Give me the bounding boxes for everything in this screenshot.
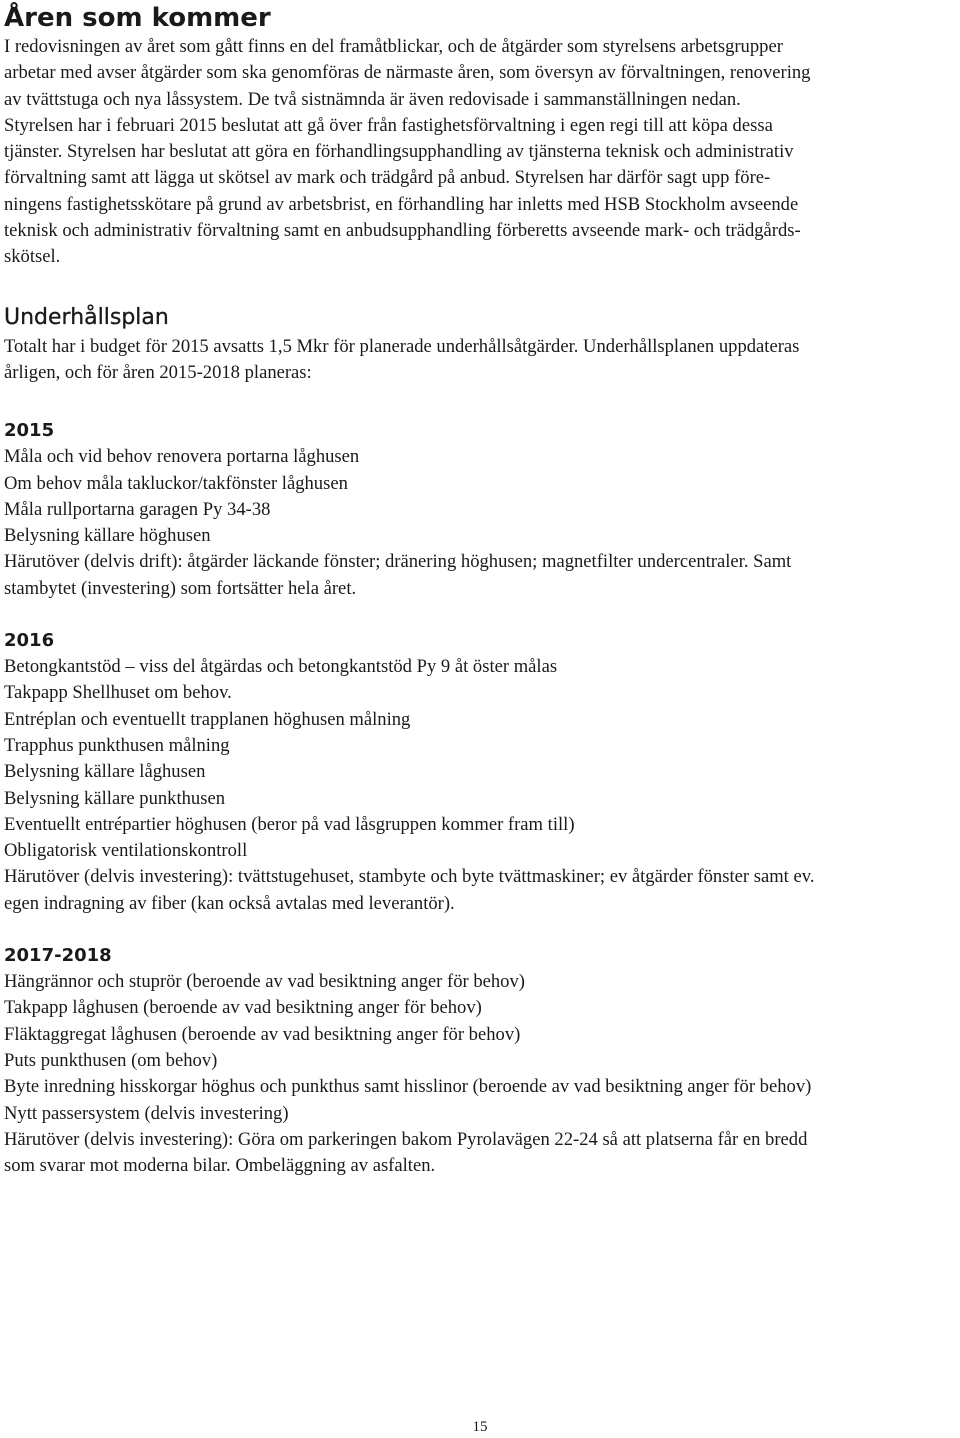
text-line: skötsel. [4,246,61,268]
spacer [4,917,960,944]
year-list-2016 [4,654,960,917]
list-item: Härutöver (delvis drift): åtgärder läckande fönster; dränering höghusen; magnetfilter undercentraler. Samt [4,551,792,573]
page-title: Åren som kommer [4,3,271,33]
text-line: ningens fastighetsskötare på grund av arbetsbrist, en förhandling har inletts med HSB Stockholm avseende [4,193,799,215]
year-heading-2017-2018: 2017-2018 [4,945,112,967]
list-item: stambytet (investering) som fortsätter hela året. [4,577,357,599]
list-item: Belysning källare punkthusen [4,787,226,809]
year-heading-2016: 2016 [4,630,55,652]
list-item: Byte inredning hisskorgar höghus och punkthus samt hisslinor (beroende av vad besiktning anger för behov) [4,1076,812,1098]
text-line: av tvättstuga och nya låssystem. De två sistnämnda är även redovisade i sammanställningen nedan. [4,88,741,110]
text-line: teknisk och administrativ förvaltning samt en anbudsupphandling förberetts avseende mark- och trädgårds- [4,220,801,242]
list-item: Härutöver (delvis investering): Göra om parkeringen bakom Pyrolavägen 22-24 så att platserna får en bredd [4,1128,808,1150]
year-list-2017-2018 [4,969,960,1179]
list-item: Härutöver (delvis investering): tvättstugehuset, stambyte och byte tvättmaskiner; ev åtgärder fönster samt ev. [4,866,815,888]
list-item: Trapphus punkthusen målning [4,734,230,756]
page-number: 15 [472,1419,488,1435]
year-heading-2015: 2015 [4,420,55,442]
list-item: Eventuellt entrépartier höghusen (beror på vad låsgruppen kommer fram till) [4,813,575,835]
section-heading-underhallsplan: Underhållsplan [4,304,169,330]
list-item: Om behov måla takluckor/takfönster låghusen [4,472,348,494]
list-item: Fläktaggregat låghusen (beroende av vad besiktning anger för behov) [4,1023,521,1045]
list-item: Belysning källare låghusen [4,761,206,783]
spacer [4,271,960,304]
list-item: Hängrännor och stuprör (beroende av vad besiktning anger för behov) [4,971,525,993]
list-item: Puts punkthusen (om behov) [4,1049,218,1071]
list-item: egen indragning av fiber (kan också avtalas med leverantör). [4,892,455,914]
list-item: som svarar mot moderna bilar. Ombeläggning av asfalten. [4,1155,436,1177]
list-item: Takpapp låghusen (beroende av vad besiktning anger för behov) [4,997,482,1019]
list-item: Takpapp Shellhuset om behov. [4,682,232,704]
text-line: Totalt har i budget för 2015 avsatts 1,5 Mkr för planerade underhållsåtgärder. Underhållsplanen uppdateras [4,335,800,357]
list-item: Måla och vid behov renovera portarna låghusen [4,446,360,468]
budget-paragraph [4,334,960,387]
text-line: tjänster. Styrelsen har beslutat att göra en förhandlingsupphandling av tjänsterna teknisk och administrativ [4,141,794,163]
list-item: Entréplan och eventuellt trapplanen höghusen målning [4,708,411,730]
text-line: förvaltning samt att lägga ut skötsel av mark och trädgård på anbud. Styrelsen har därför sagt upp före- [4,167,771,189]
spacer [4,602,960,629]
intro-paragraph [4,34,960,271]
text-line: arbetar med avser åtgärder som ska genomföras de närmaste åren, som översyn av förvaltningen, renovering [4,62,811,84]
spacer [4,386,960,419]
list-item: Belysning källare höghusen [4,525,211,547]
text-line: årligen, och för åren 2015-2018 planeras: [4,361,312,383]
list-item: Nytt passersystem (delvis investering) [4,1102,289,1124]
text-line: Styrelsen har i februari 2015 beslutat att gå över från fastighetsförvaltning i egen regi till att köpa dessa [4,114,773,136]
list-item: Obligatorisk ventilationskontroll [4,840,248,862]
list-item: Måla rullportarna garagen Py 34-38 [4,498,271,520]
year-list-2015 [4,444,960,602]
text-line: I redovisningen av året som gått finns en del framåtblickar, och de åtgärder som styrelsens arbetsgrupper [4,36,783,57]
document-page [4,0,960,1179]
list-item: Betongkantstöd – viss del åtgärdas och betongkantstöd Py 9 åt öster målas [4,656,558,678]
